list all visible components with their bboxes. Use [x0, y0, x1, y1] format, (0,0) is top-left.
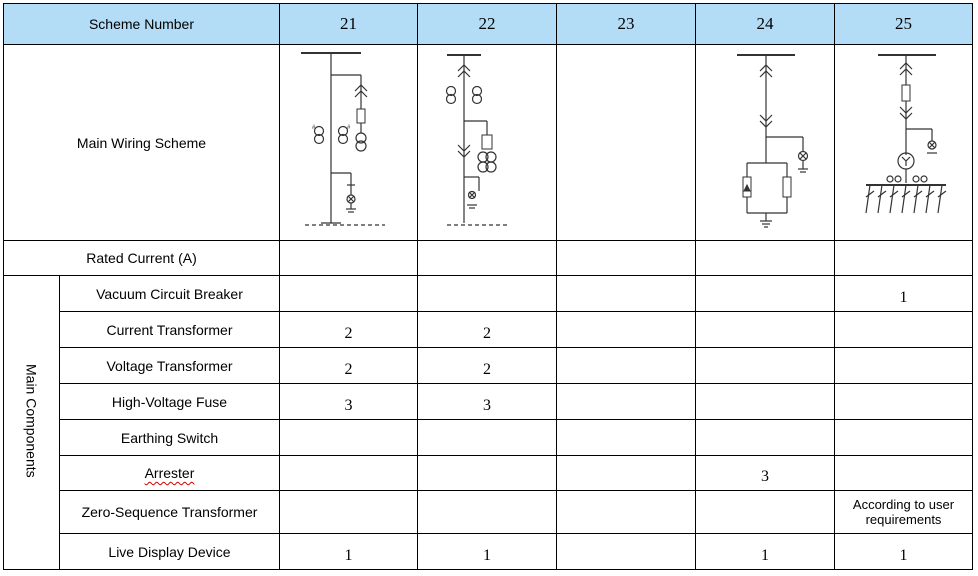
- component-row-current-transformer: [4, 312, 973, 348]
- svg-text:#: #: [346, 125, 350, 131]
- component-value: [557, 491, 696, 534]
- arrester-label-text: Arrester: [144, 465, 195, 481]
- component-value: [696, 491, 835, 534]
- rated-current-21: [280, 241, 418, 276]
- rated-current-23: [557, 241, 696, 276]
- component-value: [835, 384, 973, 420]
- wiring-diagram-24: [696, 45, 835, 241]
- component-value: [557, 348, 696, 384]
- component-value: 3: [280, 384, 418, 420]
- component-row-high-voltage-fuse: [4, 384, 973, 420]
- component-value: [696, 384, 835, 420]
- component-row-arrester: [4, 456, 973, 491]
- component-value: [835, 420, 973, 456]
- component-value: [557, 420, 696, 456]
- component-label: Voltage Transformer: [60, 348, 280, 384]
- component-value: 2: [280, 348, 418, 384]
- component-row-zero-sequence-transformer: [4, 491, 973, 534]
- component-value: [280, 456, 418, 491]
- component-value: [557, 456, 696, 491]
- scheme-22-header: 22: [418, 4, 557, 45]
- wiring-diagram-22: [418, 45, 557, 241]
- component-value: [557, 276, 696, 312]
- component-label: Zero-Sequence Transformer: [60, 491, 280, 534]
- component-value: 3: [418, 384, 557, 420]
- scheme-number-header: Scheme Number: [4, 4, 280, 45]
- component-value: 1: [280, 534, 418, 570]
- component-row-live-display-device: [4, 534, 973, 570]
- scheme-table: [3, 3, 973, 570]
- main-components-group: [4, 276, 60, 570]
- wiring-scheme-label: Main Wiring Scheme: [4, 45, 280, 241]
- component-value: 2: [418, 348, 557, 384]
- component-label: Current Transformer: [60, 312, 280, 348]
- scheme-24-header: 24: [696, 4, 835, 45]
- scheme-21-header: 21: [280, 4, 418, 45]
- component-value: [418, 276, 557, 312]
- component-value: [418, 420, 557, 456]
- component-value: [696, 420, 835, 456]
- component-value: [418, 491, 557, 534]
- wiring-row: [4, 45, 973, 241]
- component-value: 1: [835, 276, 973, 312]
- component-value: 3: [696, 456, 835, 491]
- component-value: [835, 312, 973, 348]
- rated-current-label: Rated Current (A): [4, 241, 280, 276]
- component-label: Live Display Device: [60, 534, 280, 570]
- rated-current-22: [418, 241, 557, 276]
- component-value: 1: [696, 534, 835, 570]
- component-row-vacuum-circuit-breaker: [4, 276, 973, 312]
- component-value: [280, 276, 418, 312]
- component-value: [280, 420, 418, 456]
- component-value: 2: [280, 312, 418, 348]
- component-row-earthing-switch: [4, 420, 973, 456]
- component-value: [280, 491, 418, 534]
- rated-current-24: [696, 241, 835, 276]
- rated-current-row: [4, 241, 973, 276]
- component-value-user-requirements: According to user requirements: [835, 491, 973, 534]
- component-value: [696, 276, 835, 312]
- component-label: High-Voltage Fuse: [60, 384, 280, 420]
- wiring-diagram-25: [835, 45, 973, 241]
- header-row: [4, 4, 973, 45]
- component-value: [557, 384, 696, 420]
- component-value: [557, 534, 696, 570]
- main-components-label: Main Components: [23, 364, 40, 478]
- rated-current-25: [835, 241, 973, 276]
- wiring-diagram-23: [557, 45, 696, 241]
- component-value: [696, 348, 835, 384]
- component-label: Earthing Switch: [60, 420, 280, 456]
- component-label: Vacuum Circuit Breaker: [60, 276, 280, 312]
- component-label: [60, 456, 280, 491]
- component-value: 2: [418, 312, 557, 348]
- svg-text:#: #: [311, 125, 315, 131]
- scheme-25-header: 25: [835, 4, 973, 45]
- component-value: [557, 312, 696, 348]
- component-value: [835, 348, 973, 384]
- component-row-voltage-transformer: [4, 348, 973, 384]
- component-value: [696, 312, 835, 348]
- wiring-diagram-21: [280, 45, 418, 241]
- component-value: [835, 456, 973, 491]
- component-value: [418, 456, 557, 491]
- component-value: 1: [418, 534, 557, 570]
- component-value: 1: [835, 534, 973, 570]
- scheme-23-header: 23: [557, 4, 696, 45]
